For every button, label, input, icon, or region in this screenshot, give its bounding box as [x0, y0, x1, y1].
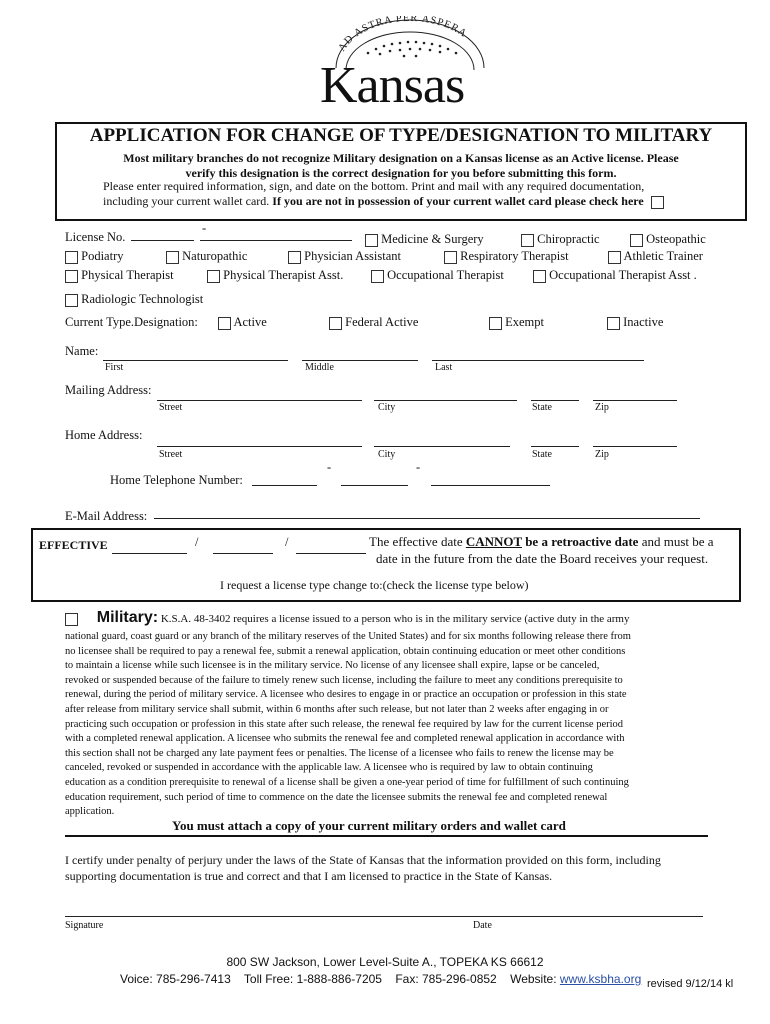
military-checkbox[interactable]	[65, 613, 78, 626]
type-option-active[interactable]	[218, 315, 267, 330]
military-text-line: education as a condition prerequisite to renewal of a license shall be given a one-year period of time for fulfillment of such continuing	[65, 776, 629, 788]
license-option-chiropractic[interactable]	[521, 232, 600, 247]
kansas-seal	[318, 16, 502, 116]
effective-box	[31, 528, 741, 602]
note-pre: The effective date	[369, 534, 466, 549]
email-label: E-Mail Address:	[65, 509, 148, 523]
military-label: Military:	[96, 609, 159, 626]
certify-text	[65, 852, 661, 884]
license-no-field-1[interactable]	[131, 240, 194, 241]
license-option-medicine[interactable]	[365, 232, 484, 247]
option-label: Podiatry	[81, 249, 124, 263]
signature-field[interactable]	[65, 916, 703, 917]
name-label: Name:	[65, 344, 99, 358]
kansas-wordmark: Kansas	[320, 57, 465, 114]
mailing-city-caption: City	[378, 402, 396, 413]
type-option-inactive[interactable]	[607, 315, 663, 330]
footer-address: 800 SW Jackson, Lower Level-Suite A., TOPEKA KS 66612	[226, 955, 544, 969]
mailing-city-field[interactable]	[374, 400, 517, 401]
signature-caption: Signature	[65, 920, 104, 931]
mailing-state-field[interactable]	[531, 400, 579, 401]
last-caption: Last	[435, 362, 453, 373]
option-label: Inactive	[623, 315, 664, 329]
email-field[interactable]	[154, 518, 700, 519]
home-state-field[interactable]	[531, 446, 579, 447]
middle-name-field[interactable]	[302, 360, 418, 361]
home-address-label: Home Address:	[65, 428, 143, 442]
phone-line-field[interactable]	[431, 485, 550, 486]
checkbox[interactable]	[207, 270, 220, 283]
checkbox[interactable]	[65, 270, 78, 283]
phone-area-field[interactable]	[252, 485, 317, 486]
effective-label: EFFECTIVE	[39, 538, 108, 552]
mailing-state-caption: State	[532, 402, 552, 413]
checkbox[interactable]	[521, 234, 534, 247]
home-street-field[interactable]	[157, 446, 362, 447]
instructions-line-2	[103, 194, 664, 209]
certify-line-2: supporting documentation is true and correct and that I am licensed to practice in the State of Kansas.	[65, 869, 553, 883]
home-zip-field[interactable]	[593, 446, 677, 447]
checkbox[interactable]	[329, 317, 342, 330]
middle-caption: Middle	[305, 362, 334, 373]
type-option-federal-active[interactable]	[329, 315, 418, 330]
military-text-line: no licensee shall be required to pay a renewal fee, submit a renewal application, obtain continuing education or meet other conditions	[65, 645, 626, 657]
license-no-field-2[interactable]	[200, 240, 352, 241]
military-section	[65, 610, 725, 627]
checkbox[interactable]	[489, 317, 502, 330]
option-label: Federal Active	[345, 315, 419, 329]
military-body	[65, 630, 725, 820]
home-street-caption: Street	[159, 449, 183, 460]
checkbox[interactable]	[365, 234, 378, 247]
option-label: Medicine & Surgery	[381, 232, 484, 246]
license-option-respiratory[interactable]	[444, 249, 569, 264]
instructions-line-1: Please enter required information, sign, and date on the bottom. Print and mail with any required documentation,	[103, 179, 645, 193]
phone-dash-1: -	[327, 460, 332, 474]
effective-slash-2: /	[285, 535, 289, 549]
home-zip-caption: Zip	[595, 449, 609, 460]
footer-voice: Voice: 785-296-7413	[120, 972, 231, 986]
option-label: Active	[233, 315, 267, 329]
license-option-ot-asst[interactable]	[533, 268, 697, 283]
checkbox[interactable]	[218, 317, 231, 330]
phone-prefix-field[interactable]	[341, 485, 408, 486]
phone-label: Home Telephone Number:	[110, 473, 243, 487]
license-option-physical-therapist[interactable]	[65, 268, 174, 283]
military-text-line: practicing such occupation or profession in this state after such release, the renewal fee required by law for the current license period	[65, 718, 624, 730]
military-text-line: after release from military service shall submit, within 6 months after such release, but not later than 2 weeks after engaging in or	[65, 703, 609, 715]
note-bold: be a retroactive date	[521, 534, 639, 549]
footer-website-label: Website:	[510, 972, 557, 986]
military-text-line: revoked or suspended because of the failure to timely renew such license, including the failure to meet any conditions prerequisite to	[65, 674, 623, 686]
option-label: Physical Therapist Asst.	[223, 268, 344, 282]
license-option-osteopathic[interactable]	[630, 232, 706, 247]
effective-month-field[interactable]	[112, 553, 187, 554]
note-cannot: CANNOT	[465, 534, 522, 549]
mailing-address-label: Mailing Address:	[65, 383, 152, 397]
military-text-line: K.S.A. 48-3402 requires a license issued to a person who is in the military service (active duty in the army	[160, 613, 630, 625]
checkbox[interactable]	[533, 270, 546, 283]
military-text-line: renewal, during the period of military service. A licensee who desires to engage in or practice an occupation or profession in this state	[65, 689, 627, 701]
home-city-field[interactable]	[374, 446, 510, 447]
license-option-pt-asst[interactable]	[207, 268, 343, 283]
option-label: Radiologic Technologist	[81, 292, 204, 306]
option-label: Athletic Trainer	[623, 249, 703, 263]
footer-website-link[interactable]: www.ksbha.org	[559, 972, 642, 986]
military-text-line: application.	[65, 806, 115, 818]
home-city-caption: City	[378, 449, 396, 460]
request-type-change: I request a license type change to:(check the license type below)	[220, 578, 529, 592]
instructions-wallet-text: including your current wallet card.	[103, 194, 270, 208]
effective-note-line-1	[369, 534, 714, 550]
checkbox[interactable]	[630, 234, 643, 247]
phone-dash-2: -	[416, 460, 421, 474]
svg-text:AD ASTRA PER ASPERA	[337, 16, 469, 54]
home-state-caption: State	[532, 449, 552, 460]
checkbox[interactable]	[371, 270, 384, 283]
effective-note-line-2: date in the future from the date the Board receives your request.	[376, 551, 709, 566]
wallet-card-checkbox[interactable]	[651, 196, 664, 209]
attach-orders-notice: You must attach a copy of your current military orders and wallet card	[172, 818, 566, 833]
title-box	[55, 122, 747, 221]
license-dash: -	[202, 221, 207, 235]
license-option-radiologic[interactable]	[65, 292, 203, 307]
military-text-line: education requirement, such period of time to commence on the date the licensee submits the renewal fee and completed renewal	[65, 791, 608, 803]
type-option-exempt[interactable]	[489, 315, 544, 330]
current-type-label: Current Type.Designation:	[65, 315, 198, 329]
option-label: Chiropractic	[537, 232, 600, 246]
option-label: Exempt	[505, 315, 545, 329]
footer-tollfree: Toll Free: 1-888-886-7205	[243, 972, 382, 986]
military-first-line	[65, 610, 725, 627]
license-label: License No.	[65, 230, 126, 244]
mailing-street-caption: Street	[159, 402, 183, 413]
military-text-line: this section shall not be charged any late payment fees or penalties. The license of a licensee who fails to renew the license may be	[65, 747, 614, 759]
license-option-naturopathic[interactable]	[166, 249, 247, 264]
footer-contact	[120, 972, 641, 986]
attach-divider	[65, 835, 708, 837]
footer-fax: Fax: 785-296-0852	[395, 972, 497, 986]
seal-motto: AD ASTRA PER ASPERA	[336, 16, 469, 54]
note-post: and must be a	[638, 534, 714, 549]
military-text-line: canceled, revoked or suspended in accordance with the applicable law. A licensee who is required by law to obtain continuing	[65, 762, 593, 774]
license-option-athletic[interactable]	[608, 249, 703, 264]
option-label: Respiratory Therapist	[460, 249, 569, 263]
military-text-line: to maintain a license while such licensee is in the military service. No license of any licensee shall expire, lapse or be canceled,	[65, 660, 600, 672]
military-text-line: national guard, coast guard or any branch of the military reserves of the United States) and for six months following release there from	[65, 631, 631, 642]
certify-line-1: I certify under penalty of perjury under the laws of the State of Kansas that the information provided on this form, including	[65, 853, 661, 867]
license-option-physician-assistant[interactable]	[288, 249, 401, 264]
mailing-zip-caption: Zip	[595, 402, 609, 413]
checkbox[interactable]	[608, 251, 621, 264]
mailing-street-field[interactable]	[157, 400, 362, 401]
license-option-occupational[interactable]	[371, 268, 504, 283]
license-option-podiatry[interactable]	[65, 249, 123, 264]
military-text-line: with a completed renewal application. A licensee who submits the renewal fee and completed renewal application in accordance with	[65, 733, 625, 745]
effective-year-field[interactable]	[296, 553, 366, 554]
checkbox[interactable]	[607, 317, 620, 330]
effective-slash-1: /	[195, 535, 199, 549]
option-label: Osteopathic	[646, 232, 706, 246]
checkbox[interactable]	[166, 251, 179, 264]
page-title: APPLICATION FOR CHANGE OF TYPE/DESIGNATION TO MILITARY	[89, 125, 713, 146]
option-label: Physical Therapist	[81, 268, 174, 282]
date-caption: Date	[473, 920, 492, 931]
checkbox[interactable]	[65, 251, 78, 264]
option-label: Naturopathic	[182, 249, 248, 263]
option-label: Occupational Therapist Asst .	[549, 268, 697, 282]
footer-revised: revised 9/12/14 kl	[647, 978, 734, 990]
last-name-field[interactable]	[432, 360, 644, 361]
mailing-zip-field[interactable]	[593, 400, 677, 401]
notice-line-2: verify this designation is the correct designation for you before submitting this form.	[185, 166, 617, 180]
option-label: Physician Assistant	[304, 249, 402, 263]
option-label: Occupational Therapist	[387, 268, 504, 282]
checkbox[interactable]	[444, 251, 457, 264]
effective-day-field[interactable]	[213, 553, 273, 554]
wallet-card-prompt: If you are not in possession of your current wallet card please check here	[272, 194, 644, 208]
notice-line-1: Most military branches do not recognize Military designation on a Kansas license as an Active license. Please	[123, 151, 679, 165]
first-caption: First	[105, 362, 124, 373]
checkbox[interactable]	[288, 251, 301, 264]
first-name-field[interactable]	[103, 360, 288, 361]
checkbox[interactable]	[65, 294, 78, 307]
